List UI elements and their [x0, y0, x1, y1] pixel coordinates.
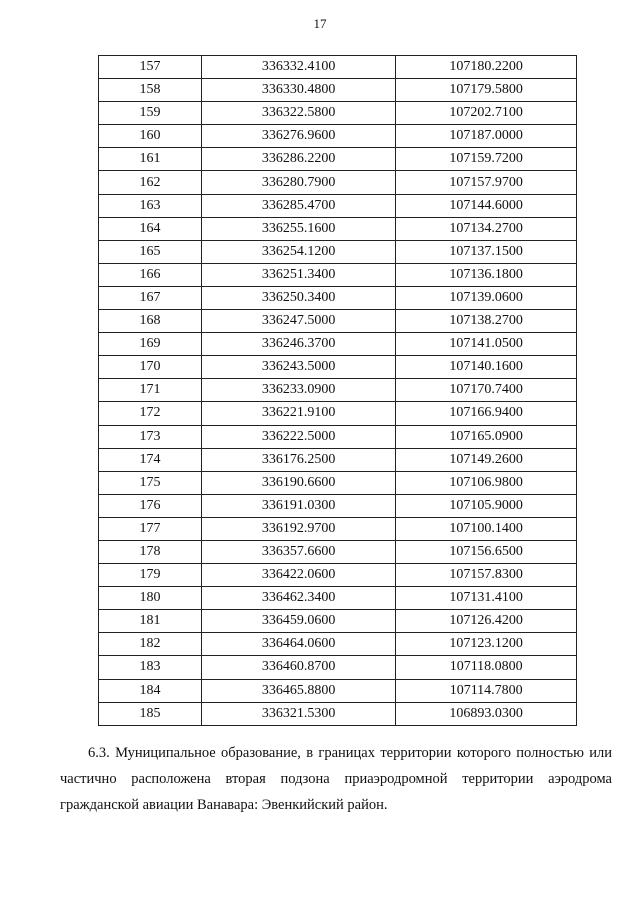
table-row: [99, 217, 577, 240]
x-coordinate-cell: 336321.5300: [201, 702, 395, 725]
point-number-cell: 159: [99, 102, 202, 125]
table-row: [99, 240, 577, 263]
y-coordinate-cell: 107138.2700: [396, 310, 577, 333]
y-coordinate-cell: 107118.0800: [396, 656, 577, 679]
point-number-cell: 182: [99, 633, 202, 656]
table-row: [99, 286, 577, 309]
point-number-cell: 158: [99, 79, 202, 102]
table-row: [99, 633, 577, 656]
x-coordinate-cell: 336322.5800: [201, 102, 395, 125]
point-number-cell: 174: [99, 448, 202, 471]
point-number-cell: 179: [99, 564, 202, 587]
y-coordinate-cell: 107180.2200: [396, 56, 577, 79]
point-number-cell: 183: [99, 656, 202, 679]
x-coordinate-cell: 336357.6600: [201, 540, 395, 563]
x-coordinate-cell: 336190.6600: [201, 471, 395, 494]
table-row: [99, 79, 577, 102]
y-coordinate-cell: 107187.0000: [396, 125, 577, 148]
coordinates-table: [98, 55, 577, 726]
point-number-cell: 181: [99, 610, 202, 633]
x-coordinate-cell: 336332.4100: [201, 56, 395, 79]
point-number-cell: 185: [99, 702, 202, 725]
y-coordinate-cell: 107106.9800: [396, 471, 577, 494]
x-coordinate-cell: 336330.4800: [201, 79, 395, 102]
point-number-cell: 175: [99, 471, 202, 494]
y-coordinate-cell: 107140.1600: [396, 356, 577, 379]
y-coordinate-cell: 107156.6500: [396, 540, 577, 563]
x-coordinate-cell: 336191.0300: [201, 494, 395, 517]
y-coordinate-cell: 107170.7400: [396, 379, 577, 402]
table-row: [99, 587, 577, 610]
y-coordinate-cell: 107149.2600: [396, 448, 577, 471]
y-coordinate-cell: 107126.4200: [396, 610, 577, 633]
x-coordinate-cell: 336250.3400: [201, 286, 395, 309]
table-row: [99, 702, 577, 725]
y-coordinate-cell: 107136.1800: [396, 263, 577, 286]
y-coordinate-cell: 107157.9700: [396, 171, 577, 194]
table-row: [99, 310, 577, 333]
point-number-cell: 177: [99, 517, 202, 540]
point-number-cell: 172: [99, 402, 202, 425]
x-coordinate-cell: 336465.8800: [201, 679, 395, 702]
table-row: [99, 471, 577, 494]
point-number-cell: 176: [99, 494, 202, 517]
point-number-cell: 157: [99, 56, 202, 79]
y-coordinate-cell: 106893.0300: [396, 702, 577, 725]
y-coordinate-cell: 107157.8300: [396, 564, 577, 587]
coordinates-table-body: [99, 56, 577, 726]
point-number-cell: 170: [99, 356, 202, 379]
y-coordinate-cell: 107159.7200: [396, 148, 577, 171]
x-coordinate-cell: 336233.0900: [201, 379, 395, 402]
table-row: [99, 610, 577, 633]
point-number-cell: 171: [99, 379, 202, 402]
y-coordinate-cell: 107131.4100: [396, 587, 577, 610]
x-coordinate-cell: 336176.2500: [201, 448, 395, 471]
y-coordinate-cell: 107137.1500: [396, 240, 577, 263]
table-row: [99, 656, 577, 679]
point-number-cell: 161: [99, 148, 202, 171]
point-number-cell: 168: [99, 310, 202, 333]
y-coordinate-cell: 107202.7100: [396, 102, 577, 125]
point-number-cell: 167: [99, 286, 202, 309]
table-row: [99, 540, 577, 563]
x-coordinate-cell: 336459.0600: [201, 610, 395, 633]
point-number-cell: 173: [99, 425, 202, 448]
table-row: [99, 379, 577, 402]
x-coordinate-cell: 336243.5000: [201, 356, 395, 379]
y-coordinate-cell: 107123.1200: [396, 633, 577, 656]
x-coordinate-cell: 336192.9700: [201, 517, 395, 540]
y-coordinate-cell: 107105.9000: [396, 494, 577, 517]
x-coordinate-cell: 336460.8700: [201, 656, 395, 679]
x-coordinate-cell: 336221.9100: [201, 402, 395, 425]
point-number-cell: 162: [99, 171, 202, 194]
table-row: [99, 356, 577, 379]
y-coordinate-cell: 107166.9400: [396, 402, 577, 425]
y-coordinate-cell: 107134.2700: [396, 217, 577, 240]
x-coordinate-cell: 336462.3400: [201, 587, 395, 610]
table-row: [99, 171, 577, 194]
table-row: [99, 564, 577, 587]
point-number-cell: 166: [99, 263, 202, 286]
x-coordinate-cell: 336286.2200: [201, 148, 395, 171]
x-coordinate-cell: 336254.1200: [201, 240, 395, 263]
point-number-cell: 163: [99, 194, 202, 217]
point-number-cell: 165: [99, 240, 202, 263]
x-coordinate-cell: 336276.9600: [201, 125, 395, 148]
table-row: [99, 148, 577, 171]
y-coordinate-cell: 107100.1400: [396, 517, 577, 540]
point-number-cell: 184: [99, 679, 202, 702]
x-coordinate-cell: 336222.5000: [201, 425, 395, 448]
table-row: [99, 56, 577, 79]
table-row: [99, 194, 577, 217]
x-coordinate-cell: 336285.4700: [201, 194, 395, 217]
table-row: [99, 102, 577, 125]
x-coordinate-cell: 336464.0600: [201, 633, 395, 656]
x-coordinate-cell: 336255.1600: [201, 217, 395, 240]
table-row: [99, 448, 577, 471]
table-row: [99, 333, 577, 356]
point-number-cell: 160: [99, 125, 202, 148]
x-coordinate-cell: 336247.5000: [201, 310, 395, 333]
point-number-cell: 164: [99, 217, 202, 240]
y-coordinate-cell: 107114.7800: [396, 679, 577, 702]
y-coordinate-cell: 107179.5800: [396, 79, 577, 102]
x-coordinate-cell: 336246.3700: [201, 333, 395, 356]
table-row: [99, 263, 577, 286]
y-coordinate-cell: 107165.0900: [396, 425, 577, 448]
y-coordinate-cell: 107141.0500: [396, 333, 577, 356]
point-number-cell: 169: [99, 333, 202, 356]
x-coordinate-cell: 336251.3400: [201, 263, 395, 286]
point-number-cell: 178: [99, 540, 202, 563]
section-6-3-paragraph: 6.3. Муниципальное образование, в границах территории которого полностью или частично расположена вторая подзона приаэродромной территории аэродрома гражданской авиации Ванавара: Эвенкийский район.: [60, 745, 612, 813]
x-coordinate-cell: 336422.0600: [201, 564, 395, 587]
point-number-cell: 180: [99, 587, 202, 610]
table-row: [99, 402, 577, 425]
table-row: [99, 517, 577, 540]
y-coordinate-cell: 107139.0600: [396, 286, 577, 309]
page-number: 17: [313, 16, 327, 31]
table-row: [99, 125, 577, 148]
table-row: [99, 494, 577, 517]
table-row: [99, 425, 577, 448]
table-row: [99, 679, 577, 702]
x-coordinate-cell: 336280.7900: [201, 171, 395, 194]
y-coordinate-cell: 107144.6000: [396, 194, 577, 217]
